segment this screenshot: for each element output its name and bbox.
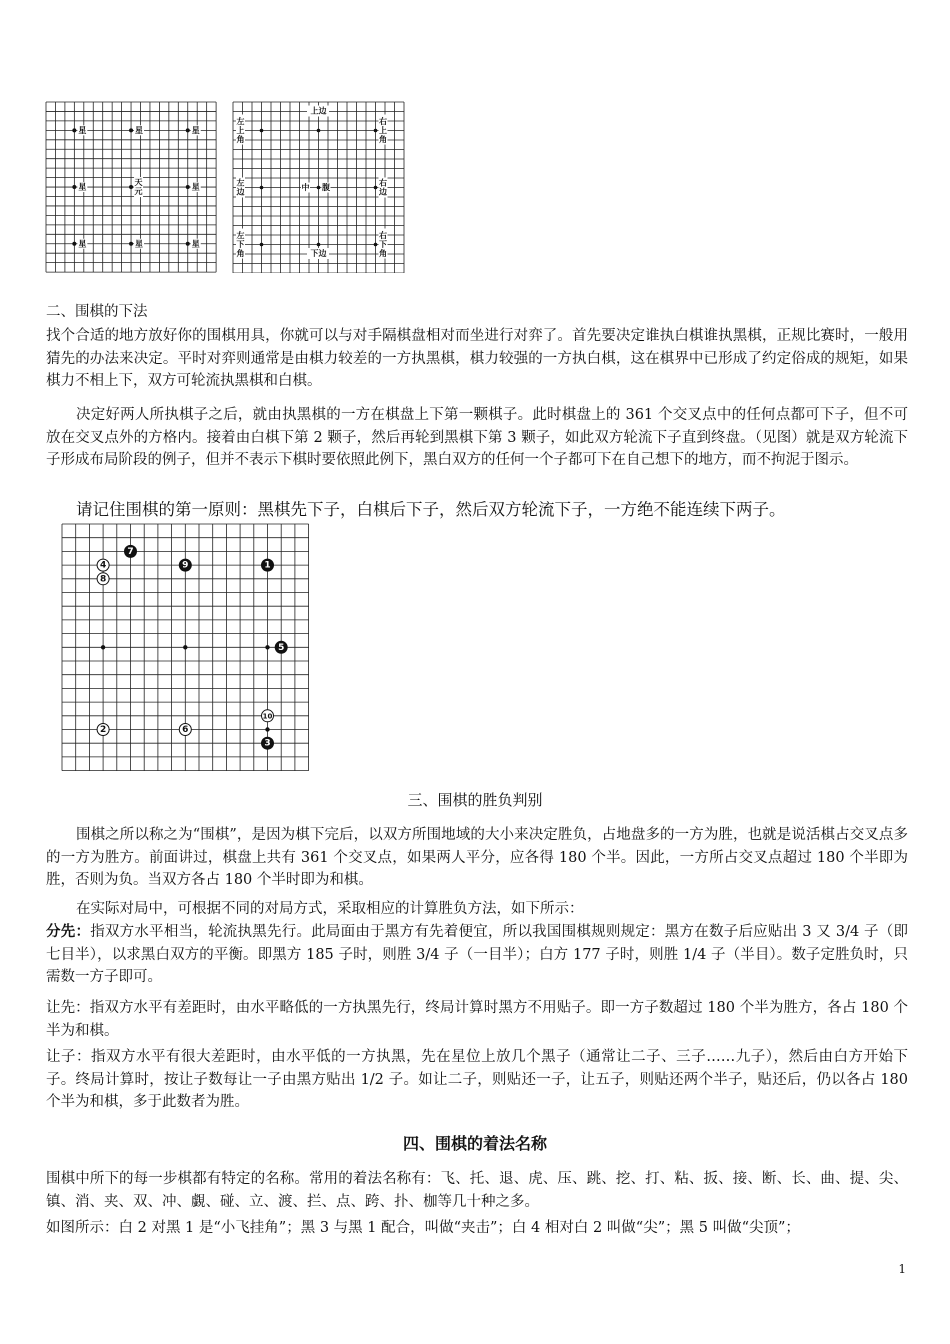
star-label: 星 (78, 182, 87, 192)
first-move-handicap-rule (46, 997, 908, 1042)
example-opening-board (61, 523, 311, 773)
stone-number-3: 3 (264, 738, 271, 749)
star-point (129, 242, 133, 246)
center-label: 腹 (322, 183, 330, 192)
tengen-label: 天 (134, 178, 143, 188)
right-side-label: 边 (379, 187, 387, 197)
star-point (317, 243, 321, 247)
section4-title: 四、围棋的着法名称 (402, 1134, 547, 1153)
lower-side-label: 下边 (310, 249, 327, 258)
upper-left-corner-label: 角 (236, 135, 245, 144)
lower-left-corner-label: 左 (236, 231, 245, 240)
star-point (317, 186, 321, 190)
upper-side-label: 上边 (310, 106, 327, 116)
upper-left-corner-label: 左 (236, 117, 245, 126)
left-side-label: 左 (236, 178, 245, 188)
upper-left-corner-label: 上 (236, 126, 245, 135)
star-point (72, 242, 76, 246)
star-point (186, 242, 190, 246)
star-point (183, 645, 187, 649)
star-point (186, 128, 190, 132)
star-point (374, 186, 378, 190)
star-point (374, 129, 378, 133)
lower-right-corner-label: 下 (379, 240, 387, 249)
page-number: 1 (898, 1262, 906, 1276)
stone-number-9: 9 (182, 560, 189, 571)
star-label: 星 (135, 239, 144, 249)
star-label: 星 (78, 125, 87, 135)
star-point (129, 128, 133, 132)
star-point (374, 243, 378, 247)
star-label: 星 (135, 125, 144, 135)
star-point (72, 185, 76, 189)
section4-paragraph1: 围棋中所下的每一步棋都有特定的名称。常用的着法名称有：飞、托、退、虎、压、跳、挖、打、粘、扳、接、断、长、曲、提、尖、镇、消、夹、双、冲、覷、碰、立、渡、拦、点、跨、扑、枷等几十种之多。 (46, 1171, 908, 1210)
section2-paragraph1: 找个合适的地方放好你的围棋用具，你就可以与对手隔棋盘相对而坐进行对弈了。首先要决定谁执白棋谁执黑棋，正规比赛时，一般用猜先的办法来决定。平时对弈则通常是由棋力较差的一方执黑棋，棋力较强的一方执白棋，这在棋界中已形成了约定俗成的规矩，如果棋力不相上下，双方可轮流执黑棋和白棋。 (46, 328, 908, 389)
stone-handicap-text: 指双方水平有很大差距时，由水平低的一方执黑，先在星位上放几个黑子（通常让二子、三子……九子），然后由白方开始下子。终局计算时，按让子数每让一子由黑方贴出 1/2 子。如让二子，则贴还一子，让五子，则贴还两个半子，贴还后，仍以各占 180 个半为和棋，多于此数者为胜。 (46, 1049, 908, 1110)
stone-number-10: 10 (262, 712, 273, 721)
lower-left-corner-label: 角 (236, 249, 245, 258)
star-point (72, 128, 76, 132)
star-point (101, 645, 105, 649)
even-game-label: 分先： (46, 923, 91, 940)
section4-paragraph2: 如图所示：白 2 对黑 1 是“小飞挂角”；黑 3 与黑 1 配合，叫做“夹击”；白 4 相对白 2 叫做“尖”；黑 5 叫做“尖顶”； (46, 1220, 800, 1236)
star-point (317, 129, 321, 133)
star-point-board (45, 101, 217, 273)
even-game-rule (46, 921, 908, 989)
section3-paragraph2: 在实际对局中，可根据不同的对局方式，采取相应的计算胜负方法，如下所示： (76, 901, 584, 917)
star-label: 星 (78, 239, 87, 249)
section2-title: 二、围棋的下法 (46, 304, 148, 320)
first-move-handicap-text: 指双方水平有差距时，由水平略低的一方执黑先行，终局计算时黑方不用贴子。即一方子数超过 180 个半为胜方，各占 180 个半为和棋。 (46, 1000, 908, 1039)
stone-number-4: 4 (99, 560, 107, 571)
upper-right-corner-label: 角 (379, 135, 387, 144)
stone-handicap-label: 让子： (46, 1049, 92, 1065)
star-label: 星 (191, 239, 200, 249)
left-side-label: 边 (236, 187, 245, 197)
lower-right-corner-label: 角 (379, 249, 387, 258)
stone-handicap-rule (46, 1046, 908, 1114)
stone-number-8: 8 (99, 574, 107, 585)
star-point (260, 186, 264, 190)
star-point (260, 243, 264, 247)
even-game-text: 指双方水平相当，轮流执黑先行。此局面由于黑方有先着便宜，所以我国围棋规则规定：黑方在数子后应贴出 3 又 3/4 子（即七目半），以求黑白双方的平衡。即黑方 185 子时，则胜 3/4 子（一目半）；白方 177 子时，则胜 1/4 子（半目）。数子定胜负时，只需数一方子即可。 (46, 924, 908, 985)
stone-number-5: 5 (278, 642, 285, 653)
stone-number-6: 6 (182, 725, 189, 735)
first-principle: 请记住围棋的第一原则：黑棋先下子，白棋后下子，然后双方轮流下子，一方绝不能连续下两子。 (76, 500, 786, 519)
star-point (265, 727, 269, 731)
section2-paragraph2: 决定好两人所执棋子之后，就由执黑棋的一方在棋盘上下第一颗棋子。此时棋盘上的 361 个交叉点中的任何点都可下子，但不可放在交叉点外的方格内。接着由白棋下第 2 颗子，然后再轮到黑棋下第 3 颗子，如此双方轮流下子直到终盘。（见图）就是双方轮流下子形成布局阶段的例子，但并不表示下棋时要依照此例下，黑白双方的任何一个子都可下在自己想下的地方，而不拘泥于图示。 (46, 407, 908, 468)
star-point (129, 185, 133, 189)
star-label: 星 (191, 125, 200, 135)
upper-right-corner-label: 上 (379, 126, 387, 135)
star-point (265, 645, 269, 649)
lower-left-corner-label: 下 (236, 240, 245, 249)
center-label: 中 (301, 183, 310, 192)
board-regions-diagram (232, 101, 407, 273)
star-label: 星 (191, 182, 200, 192)
first-move-handicap-label: 让先： (46, 1000, 90, 1016)
section3-paragraph1: 围棋之所以称之为“围棋”，是因为棋下完后，以双方所围地域的大小来决定胜负，占地盘多的一方为胜，也就是说活棋占交叉点多的一方为胜方。前面讲过，棋盘上共有 361 个交叉点，如果两人平分，应各得 180 个半。因此，一方所占交叉点超过 180 个半即为胜，否则为负。当双方各占 180 个半时即为和棋。 (46, 827, 908, 888)
star-point (186, 185, 190, 189)
upper-right-corner-label: 右 (379, 117, 387, 126)
star-point (260, 129, 264, 133)
tengen-label: 元 (134, 187, 143, 197)
stone-number-7: 7 (127, 546, 134, 557)
stone-number-1: 1 (264, 560, 271, 571)
right-side-label: 右 (379, 178, 387, 188)
section3-title: 三、围棋的胜负判别 (407, 791, 543, 809)
lower-right-corner-label: 右 (379, 231, 387, 240)
stone-number-2: 2 (99, 725, 107, 735)
